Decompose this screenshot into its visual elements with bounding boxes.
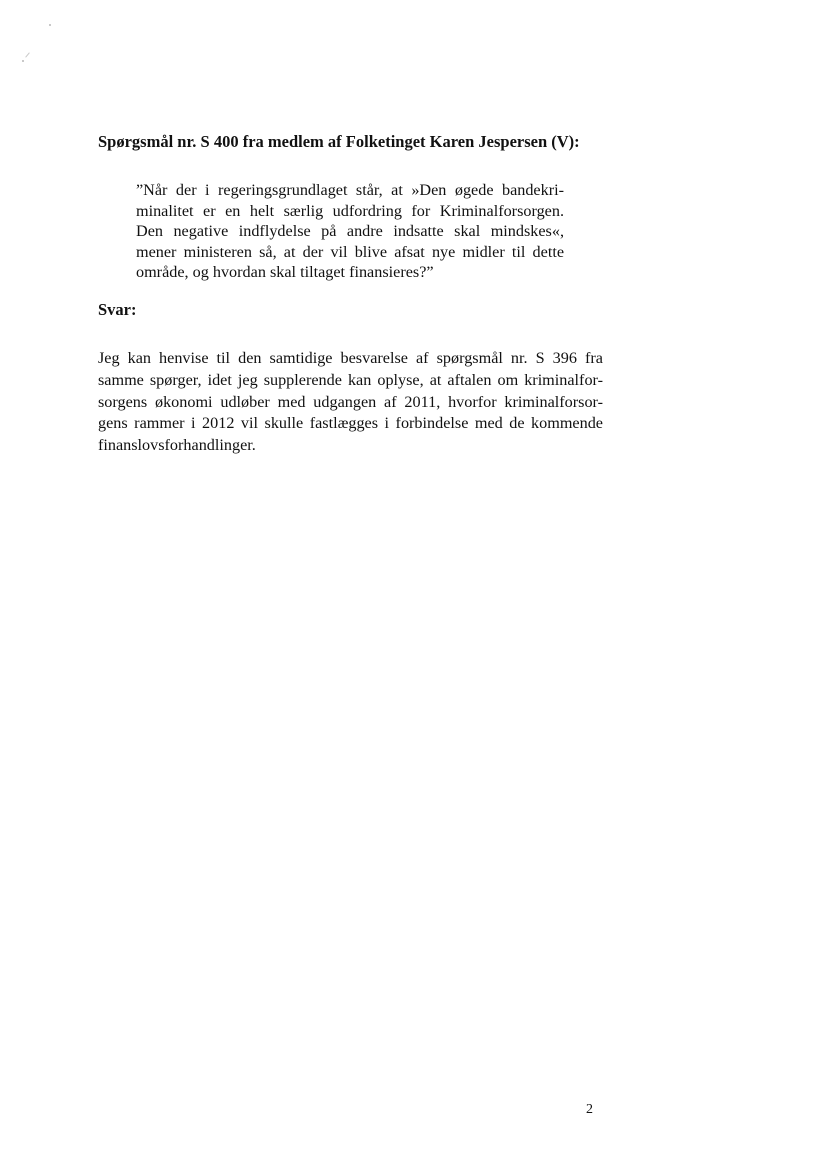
quote-line: minalitet er en helt særlig udfordring for Kriminalforsorgen. <box>136 201 564 220</box>
answer-line: sorgens økonomi udløber med udgangen af 2011, hvorfor kriminalforsor- <box>98 392 603 411</box>
quote-line: ”Når der i regeringsgrundlaget står, at »Den øgede bandekri- <box>136 181 564 199</box>
question-heading: Spørgsmål nr. S 400 fra medlem af Folketinget Karen Jespersen (V): <box>98 132 580 151</box>
answer-paragraph <box>98 348 603 457</box>
question-quote <box>136 180 564 283</box>
answer-line: gens rammer i 2012 vil skulle fastlægges i forbindelse med de kommende <box>98 414 603 433</box>
page-number: 2 <box>586 1102 593 1117</box>
scan-speck <box>25 52 30 57</box>
answer-line: finanslovsforhandlinger. <box>98 436 256 455</box>
quote-line: Den negative indflydelse på andre indsatte skal mindskes«, <box>136 222 564 241</box>
answer-line: Jeg kan henvise til den samtidige besvarelse af spørgsmål nr. S 396 fra <box>98 349 603 367</box>
scan-speck <box>49 24 51 26</box>
quote-line: område, og hvordan skal tiltaget finansieres?” <box>136 263 434 282</box>
scan-speck <box>22 60 24 62</box>
answer-heading: Svar: <box>98 300 137 319</box>
quote-line: mener ministeren så, at der vil blive afsat nye midler til dette <box>136 242 564 261</box>
answer-line: samme spørger, idet jeg supplerende kan oplyse, at aftalen om kriminalfor- <box>98 370 603 389</box>
